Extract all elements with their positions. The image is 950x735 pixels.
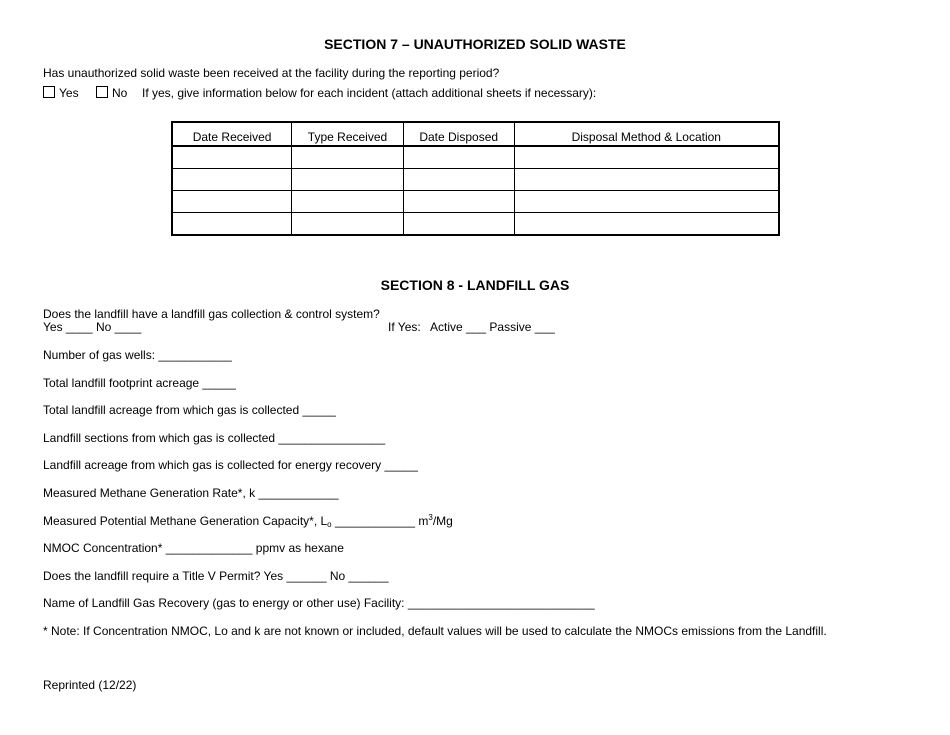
table-cell[interactable] (403, 191, 514, 213)
note-text: * Note: If Concentration NMOC, Lo and k are not known or included, default values will be used to calculate the NMOCs emissions from the Landfill. (43, 624, 827, 638)
table-cell[interactable] (172, 146, 292, 169)
table-cell[interactable] (514, 213, 779, 236)
table-cell[interactable] (172, 191, 292, 213)
table-row (172, 213, 779, 236)
table-cell[interactable] (292, 146, 404, 169)
table-cell[interactable] (292, 169, 404, 191)
table-cell[interactable] (292, 191, 404, 213)
methane-rate-field[interactable]: Measured Methane Generation Rate*, k ____________ (43, 486, 339, 500)
no-option[interactable] (96, 86, 127, 100)
collection-answer-field[interactable]: Yes ____ No ____ (43, 320, 142, 334)
table-cell[interactable] (514, 146, 779, 169)
section7-question: Has unauthorized solid waste been received at the facility during the reporting period? (43, 66, 500, 80)
nmoc-field[interactable]: NMOC Concentration* _____________ ppmv as hexane (43, 541, 344, 555)
yes-option[interactable] (43, 86, 79, 100)
acreage-collected-field[interactable]: Total landfill acreage from which gas is collected _____ (43, 403, 336, 417)
energy-recovery-field[interactable]: Landfill acreage from which gas is collected for energy recovery _____ (43, 458, 418, 472)
capacity-subscript: o (327, 520, 332, 529)
yes-checkbox[interactable] (43, 86, 55, 98)
section7-title: SECTION 7 – UNAUTHORIZED SOLID WASTE (324, 36, 626, 52)
capacity-label: Measured Potential Methane Generation Capacity*, L (43, 514, 328, 528)
gas-wells-field[interactable]: Number of gas wells: ___________ (43, 348, 232, 362)
table-row (172, 146, 779, 169)
footprint-field[interactable]: Total landfill footprint acreage _____ (43, 376, 236, 390)
table-row (172, 191, 779, 213)
header-disposal-method: Disposal Method & Location (514, 122, 779, 146)
header-date-received: Date Received (172, 122, 292, 146)
title-v-field[interactable]: Does the landfill require a Title V Permit? Yes ______ No ______ (43, 569, 389, 583)
capacity-unit: $m^3/Mg$ (418, 513, 453, 528)
header-date-disposed: Date Disposed (403, 122, 514, 146)
table-cell[interactable] (292, 213, 404, 236)
no-checkbox[interactable] (96, 86, 108, 98)
table-cell[interactable] (172, 213, 292, 236)
if-yes-field[interactable]: If Yes: Active ___ Passive ___ (388, 320, 555, 334)
header-type-received: Type Received (292, 122, 404, 146)
collection-question: Does the landfill have a landfill gas collection & control system? (43, 307, 380, 321)
section7-instruction: If yes, give information below for each incident (attach additional sheets if necessary): (142, 86, 597, 100)
table-cell[interactable] (172, 169, 292, 191)
capacity-field[interactable] (43, 513, 453, 529)
table-cell[interactable] (403, 169, 514, 191)
table-cell[interactable] (514, 191, 779, 213)
table-header-row (172, 122, 779, 146)
yes-label: Yes (59, 86, 79, 100)
section8-title: SECTION 8 - LANDFILL GAS (380, 277, 570, 293)
reprinted-date: Reprinted (12/22) (43, 678, 137, 692)
table-cell[interactable] (403, 146, 514, 169)
sections-collected-field[interactable]: Landfill sections from which gas is collected ________________ (43, 431, 386, 445)
incident-table (171, 121, 780, 236)
capacity-blank[interactable]: ____________ (331, 514, 419, 528)
table-row (172, 169, 779, 191)
recovery-facility-field[interactable]: Name of Landfill Gas Recovery (gas to energy or other use) Facility: ____________________________ (43, 596, 595, 610)
table-cell[interactable] (403, 213, 514, 236)
no-label: No (112, 86, 128, 100)
table-cell[interactable] (514, 169, 779, 191)
